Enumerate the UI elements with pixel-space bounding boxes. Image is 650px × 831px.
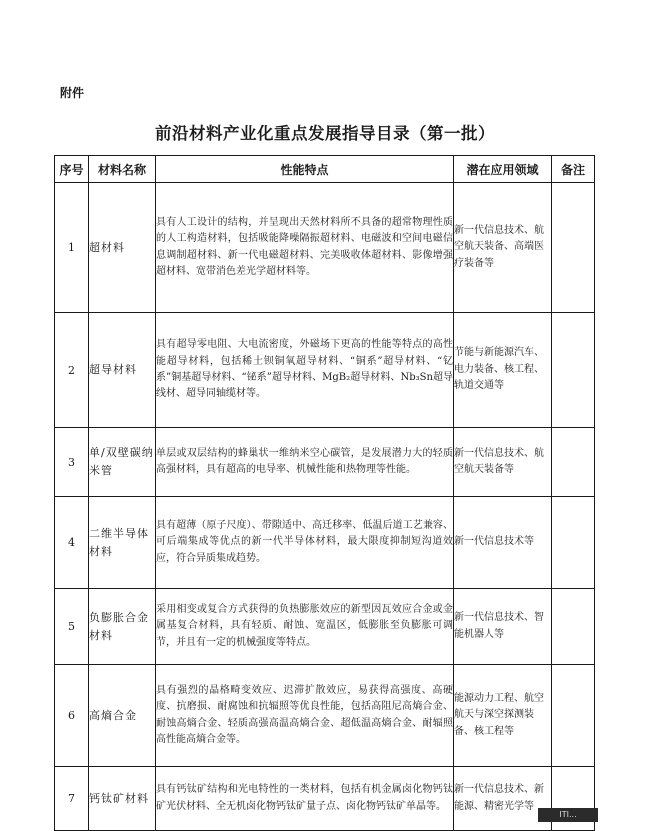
table-row: [55, 665, 595, 767]
material-note: [552, 665, 595, 767]
material-features: 具有超薄（原子尺度）、带隙适中、高迁移率、低温后道工艺兼容、可后端集成等优点的新一代半导体材料，最大限度抑制短沟道效应，符合异质集成趋势。: [156, 497, 454, 589]
material-features: 单层或双层结构的蜂巢状一维纳米空心碳管，是发展潜力大的轻质高强材料，具有超高的电导率、机械性能和热物理等性能。: [156, 428, 454, 497]
corner-watermark: ITI...: [538, 808, 598, 822]
row-index: 2: [55, 313, 89, 428]
material-applications: 节能与新能源汽车、电力装备、核工程、轨道交通等: [454, 313, 552, 428]
material-name: 钙钛矿材料: [89, 767, 156, 831]
material-name: 单/双壁碳纳米管: [89, 428, 156, 497]
row-index: 6: [55, 665, 89, 767]
material-applications: 能源动力工程、航空航天与深空探测装备、核工程等: [454, 665, 552, 767]
table-row: [55, 313, 595, 428]
table-row: [55, 183, 595, 313]
material-name: 负膨胀合金材料: [89, 589, 156, 665]
material-applications: 新一代信息技术、新能源、精密光学等: [454, 767, 552, 831]
material-note: [552, 428, 595, 497]
table-row: [55, 428, 595, 497]
material-note: [552, 497, 595, 589]
material-features: 具有超导零电阻、大电流密度，外磁场下更高的性能等特点的高性能超导材料，包括稀土钡铜氧超导材料、“铜系”超导材料、“钇系”铜基超导材料、“铋系”超导材料、MgB₂超导材料、Nb₃Sn超导线材、超导同轴缆材等。: [156, 313, 454, 428]
material-note: [552, 589, 595, 665]
material-applications: 新一代信息技术、航空航天装备、高端医疗装备等: [454, 183, 552, 313]
document-title: 前沿材料产业化重点发展指导目录（第一批）: [155, 124, 495, 143]
material-applications: 新一代信息技术等: [454, 497, 552, 589]
material-features: 具有人工设计的结构，并呈现出天然材料所不具备的超常物理性质的人工构造材料，包括吸能降噪隔振超材料、电磁波和空间电磁信息调制超材料、新一代电磁超材料、完美吸收体超材料、影像增强超材料、宽带消色差光学超材料等。: [156, 183, 454, 313]
material-name: 高熵合金: [89, 665, 156, 767]
material-name: 超材料: [89, 183, 156, 313]
table-header-row: [55, 156, 595, 183]
table-row: [55, 589, 595, 665]
table-row: [55, 767, 595, 831]
material-features: 具有强烈的晶格畸变效应、迟滞扩散效应，易获得高强度、高硬度、抗磨损、耐腐蚀和抗辐照等优良性能，包括高阻尼高熵合金、耐蚀高熵合金、轻质高强高温高熵合金、超低温高熵合金、耐辐照高性能高熵合金等。: [156, 665, 454, 767]
row-index: 1: [55, 183, 89, 313]
material-note: [552, 313, 595, 428]
materials-table: [54, 155, 595, 831]
table-row: [55, 497, 595, 589]
header-note: 备注: [552, 156, 595, 183]
row-index: 4: [55, 497, 89, 589]
header-features: 性能特点: [156, 156, 454, 183]
header-index: 序号: [55, 156, 89, 183]
material-note: [552, 183, 595, 313]
material-name: 超导材料: [89, 313, 156, 428]
row-index: 7: [55, 767, 89, 831]
material-features: 采用相变或复合方式获得的负热膨胀效应的新型因瓦效应合金或金属基复合材料，具有轻质、耐蚀、宽温区，低膨胀至负膨胀可调节，并且有一定的机械强度等特点。: [156, 589, 454, 665]
header-applications: 潜在应用领域: [454, 156, 552, 183]
material-applications: 新一代信息技术、航空航天装备等: [454, 428, 552, 497]
attachment-label: 附件: [60, 86, 85, 100]
material-applications: 新一代信息技术、智能机器人等: [454, 589, 552, 665]
row-index: 3: [55, 428, 89, 497]
row-index: 5: [55, 589, 89, 665]
header-material-name: 材料名称: [89, 156, 156, 183]
material-features: 具有钙钛矿结构和光电特性的一类材料，包括有机金属卤化物钙钛矿光伏材料、全无机卤化物钙钛矿量子点、卤化物钙钛矿单晶等。: [156, 767, 454, 831]
material-name: 二维半导体材料: [89, 497, 156, 589]
